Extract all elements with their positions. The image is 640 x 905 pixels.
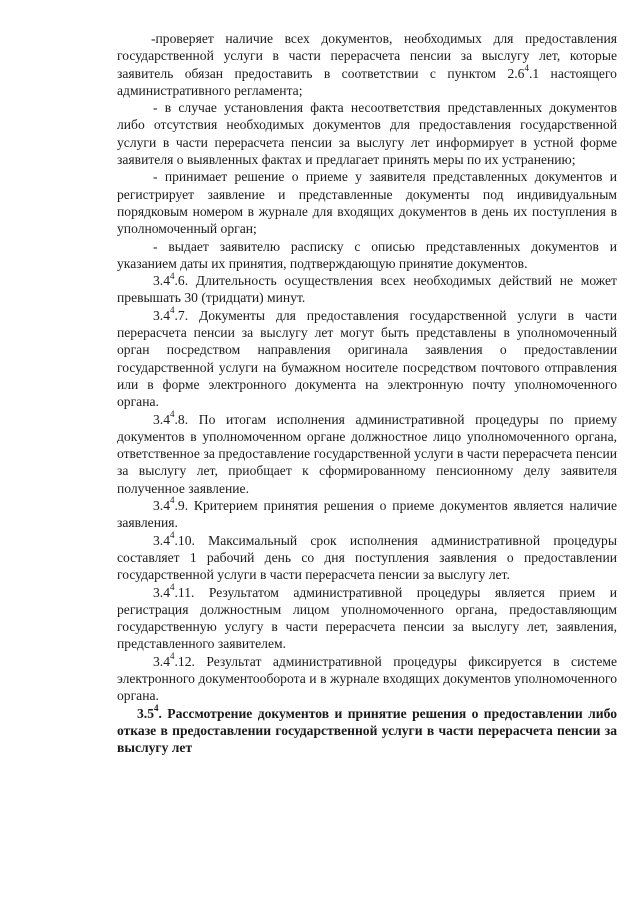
paragraph-check-documents: -проверяет наличие всех документов, необходимых для предоставления государственной услуги в части перерасчета пенсии за выслугу лет, которые заявитель обязан предоставить в соответствии с пунктом $2.6^4.1$ настоящего административного регламента;: [117, 31, 617, 98]
clause-3-4-4-12: $3.4^4.12$. Результат административной процедуры фиксируется в системе электронного документооборота и в журнале входящих документов уполномоченного органа.: [117, 651, 617, 704]
clause-3-4-4-9: $3.4^4.9$. Критерием принятия решения о приеме документов является наличие заявления.: [117, 495, 617, 531]
paragraph-issue-receipt: - выдает заявителю расписку с описью представленных документов и указанием даты их принятия, подтверждающую принятие документов.: [117, 238, 617, 271]
clause-3-4-4-7: $3.4^4.7$. Документы для предоставления государственной услуги в части перерасчета пенсии за выслугу лет могут быть представлены в уполномоченный орган посредством направления оригинала заявления о предоставлении государственной услуги на бумажном носителе посредством почтового отправления или в форме электронного документа на электронную почту уполномоченного органа.: [117, 305, 617, 410]
section-heading-3-5-4: $3.5^4$. Рассмотрение документов и принятие решения о предоставлении либо отказе в предоставлении государственной услуги в части перерасчета пенсии за выслугу лет: [117, 703, 617, 756]
paragraph-accept-decision: - принимает решение о приеме у заявителя представленных документов и регистрирует заявление и представленные документы под индивидуальным порядковым номером в журнале для входящих документов в день их поступления в уполномоченный орган;: [117, 169, 617, 237]
clause-3-4-4-10: $3.4^4.10$. Максимальный срок исполнения административной процедуры составляет 1 рабочий день со дня поступления заявления о предоставлении государственной услуги в части перерасчета пенсии за выслугу лет.: [117, 530, 617, 583]
clause-3-4-4-8: $3.4^4.8$. По итогам исполнения административной процедуры по приему документов в уполномоченном органе должностное лицо уполномоченного органа, ответственное за предоставление государственной услуги в части перерасчета пенсии за выслугу лет, приобщает к сформированному пенсионному делу заявителя полученное заявление.: [117, 409, 617, 496]
clause-3-4-4-11: $3.4^4.11$. Результатом административной процедуры является прием и регистрация должностным лицом уполномоченного органа, предоставляющим государственную услугу в части перерасчета пенсии за выслугу лет, заявления, представленного заявителем.: [117, 581, 617, 652]
document-page: [117, 30, 617, 756]
paragraph-mismatch: - в случае установления факта несоответствия представленных документов либо отсутствия необходимых документов для предоставления государственной услуги в части перерасчета пенсии за выслугу лет информирует в устной форме заявителя о выявленных фактах и предлагает принять меры по их устранению;: [117, 100, 617, 168]
clause-3-4-4-6: $3.4^4.6$. Длительность осуществления всех необходимых действий не может превышать 30 (тридцати) минут.: [117, 270, 617, 306]
